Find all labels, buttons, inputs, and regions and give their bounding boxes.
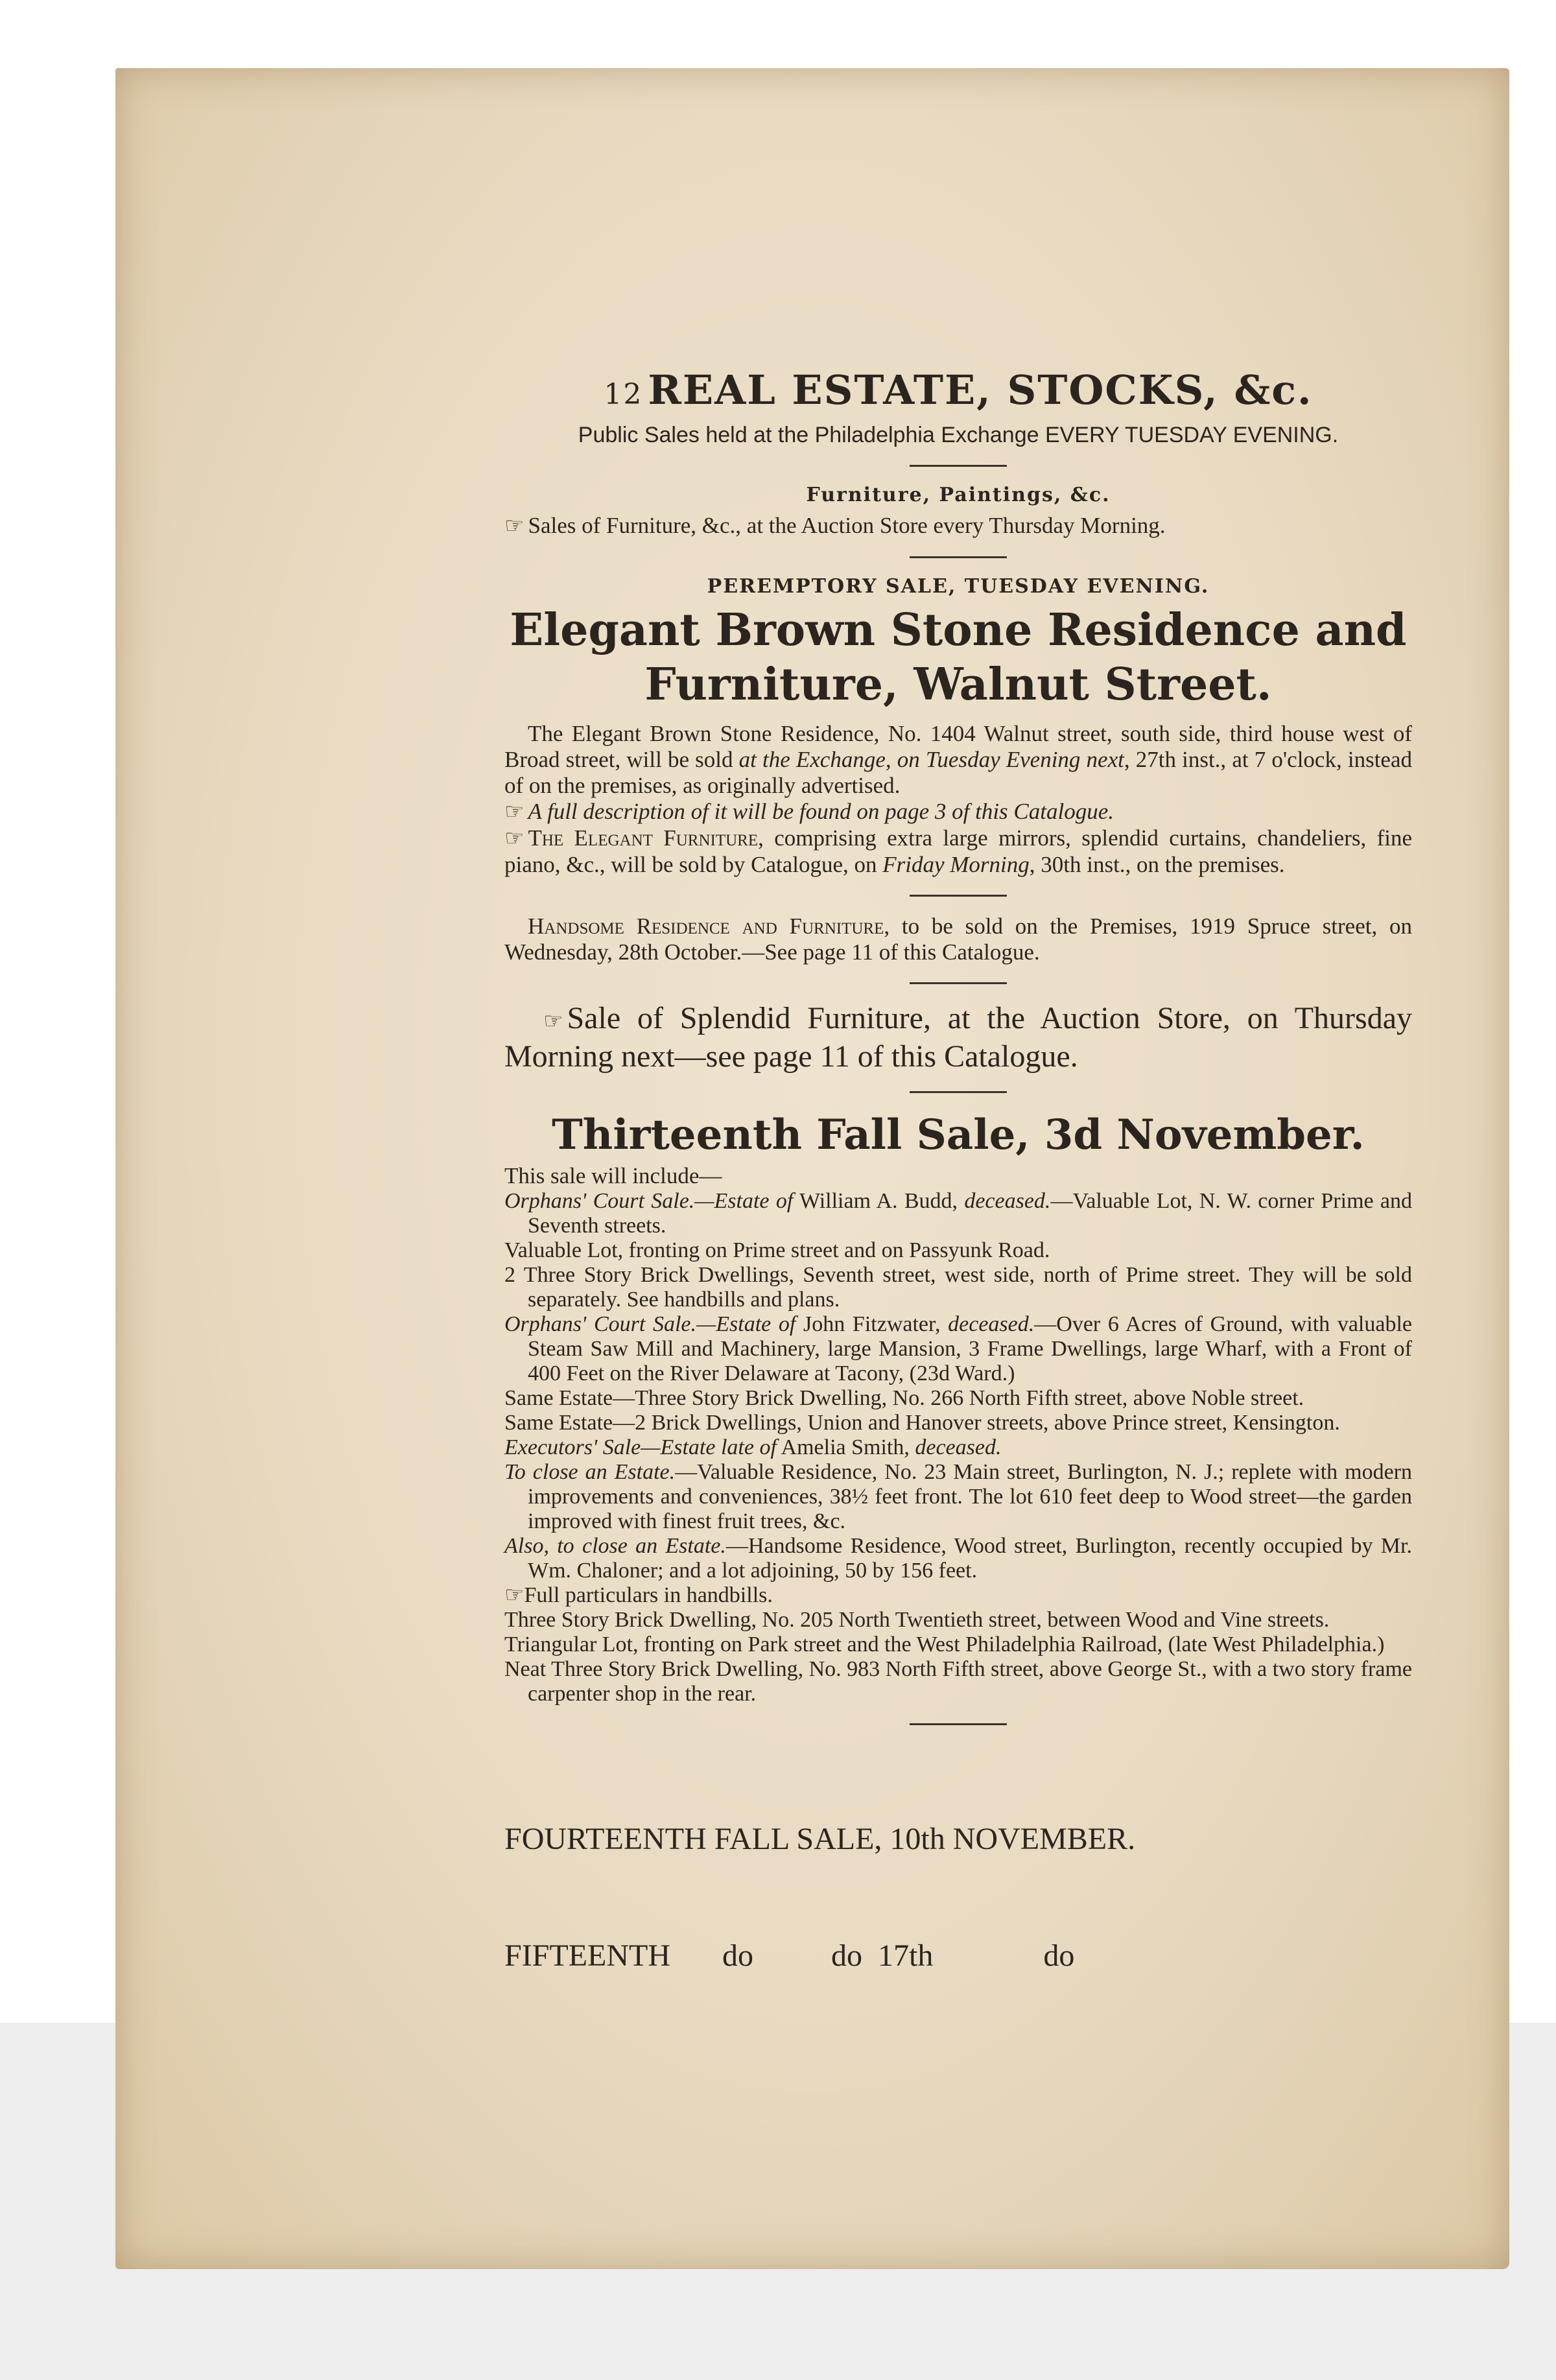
residence-title-line1: Elegant Brown Stone Residence and [510,604,1407,656]
fifteenth-sale-line [504,1937,1412,1975]
full-description-text: A full description of it will be found on page 3 of this Catalogue. [528,799,1114,824]
pointing-hand-icon: ☞ [504,514,525,538]
pointing-hand-icon: ☞ [543,1009,563,1033]
full-description-note [504,799,1412,825]
item-text: Same Estate—2 Brick Dwellings, Union and Hanover streets, above Prince street, Kensington. [504,1411,1340,1435]
item-text: Amelia Smith, [776,1435,915,1459]
item-italic: Orphans' Court Sale.—Estate of [504,1189,794,1213]
residence-title [504,603,1412,712]
list-item [504,1460,1412,1534]
elegant-furniture-note [504,825,1412,878]
item-italic: deceased. [964,1189,1051,1213]
catalogue-page [115,68,1509,2269]
ditto-mark: do [831,1938,862,1973]
handsome-residence-text: , to be sold on the Premises, 1919 Spruce street, on Wednesday, 28th October.—See page 11 of this Catalogue. [504,913,1412,965]
elegant-furniture-a: , comprising extra large mirrors, splendid curtains, chandeliers, fine piano, &c., will be sold by Catalogue, on [504,825,1412,877]
pointing-hand-icon: ☞ [504,827,525,851]
list-item [504,1583,1412,1608]
list-item [504,1411,1412,1435]
item-text: —Valuable Residence, No. 23 Main street, Burlington, N. J.; replete with modern improvements and conveniences, 38½ feet front. The lot 610 feet deep to Wood street—the garden improved with finest fruit trees, &c. [528,1460,1412,1533]
thirteenth-sale-intro: This sale will include— [504,1163,722,1188]
furniture-notice [504,513,1412,539]
thirteenth-sale-title: Thirteenth Fall Sale, 3d November. [552,1111,1365,1159]
pointing-hand-icon: ☞ [504,800,525,824]
divider [910,1723,1007,1725]
residence-description-b: at the Exchange, on Tuesday Evening next [738,747,1124,772]
peremptory-heading: PEREMPTORY SALE, TUESDAY EVENING. [707,575,1210,598]
item-text: John Fitzwater, [796,1312,949,1336]
furniture-heading: Furniture, Paintings, &c. [806,484,1111,506]
residence-title-line2: Furniture, Walnut Street. [644,659,1272,711]
list-item [504,1386,1412,1411]
list-item [504,1657,1412,1706]
ditto-mark: do [722,1938,753,1973]
page-title: REAL ESTATE, STOCKS, &c. [648,366,1313,414]
list-item [504,1608,1412,1632]
page-subtitle: Public Sales held at the Philadelphia Exchange EVERY TUESDAY EVENING. [578,423,1339,447]
item-italic: deceased. [915,1435,1002,1459]
item-text: Valuable Lot, fronting on Prime street and on Passyunk Road. [504,1238,1050,1262]
divider [910,895,1007,897]
divider [910,1091,1007,1093]
item-italic: Orphans' Court Sale.—Estate of [504,1312,796,1336]
item-text: —Over 6 Acres of Ground, with valuable Steam Saw Mill and Machinery, large Mansion, 3 Frame Dwellings, large Wharf, with a Front of 400 Feet on the River Delaware at Tacony, (23d Ward.) [528,1312,1412,1385]
list-item [504,1632,1412,1657]
list-item [504,1189,1412,1238]
item-text: 2 Three Story Brick Dwellings, Seventh street, west side, north of Prime street. They will be sold separately. See handbills and plans. [504,1263,1412,1312]
item-text: Triangular Lot, fronting on Park street and the West Philadelphia Railroad, (late West Philadelphia.) [504,1632,1385,1656]
page-number: 12 [604,378,643,411]
fifteenth-label: FIFTEENTH [504,1938,670,1973]
item-text: William A. Budd, [793,1189,965,1213]
list-item [504,1435,1412,1460]
list-item [504,1312,1412,1386]
upcoming-sales [504,1742,1412,2053]
fifteenth-date: 17th [877,1938,934,1973]
item-text: Same Estate—Three Story Brick Dwelling, No. 266 North Fifth street, above Noble street. [504,1386,1304,1410]
list-item [504,1263,1412,1312]
item-italic: To close an Estate. [504,1460,676,1484]
elegant-furniture-b: Friday Morning [882,852,1030,877]
residence-description [504,721,1412,799]
item-italic: Also, to close an Estate. [504,1534,726,1558]
residence-description-c: , 27th inst., at 7 o'clock, instead of on the premises, as originally advertised. [504,747,1412,798]
item-text: —Valuable Lot, N. W. corner Prime and Seventh streets. [528,1189,1413,1238]
item-text: —Handsome Residence, Wood street, Burlington, recently occupied by Mr. Wm. Chaloner; and a lot adjoining, 50 by 156 feet. [528,1534,1412,1583]
splendid-furniture-text: Sale of Splendid Furniture, at the Auction Store, on Thursday Morning next—see page 11 of this Catalogue. [504,1001,1412,1074]
page-content [504,366,1412,2053]
sale-items-list [504,1189,1412,1706]
divider [910,982,1007,984]
item-text: Neat Three Story Brick Dwelling, No. 983 North Fifth street, above George St., with a two story frame carpenter shop in the rear. [504,1657,1413,1706]
item-italic: deceased. [948,1312,1035,1336]
residence-description-a: The Elegant Brown Stone Residence, No. 1404 Walnut street, south side, third house west of Broad street, will be sold [504,721,1412,772]
ditto-mark: do [1043,1938,1075,1973]
elegant-furniture-c: , 30th inst., on the premises. [1029,852,1285,877]
furniture-notice-text: Sales of Furniture, &c., at the Auction Store every Thursday Morning. [528,513,1166,538]
item-text: Three Story Brick Dwelling, No. 205 North Twentieth street, between Wood and Vine streets. [504,1608,1330,1632]
handsome-residence-note [504,913,1412,965]
elegant-furniture-lead: The Elegant Furniture [528,825,759,851]
divider [910,556,1007,558]
divider [910,465,1007,467]
item-text: ☞Full particulars in handbills. [504,1583,773,1607]
list-item [504,1534,1412,1583]
handsome-residence-lead: Handsome Residence and Furniture [528,913,884,939]
list-item [504,1238,1412,1263]
splendid-furniture-note [504,1001,1412,1074]
item-italic: Executors' Sale—Estate late of [504,1435,777,1459]
fourteenth-sale-line: FOURTEENTH FALL SALE, 10th NOVEMBER. [504,1822,1136,1856]
page-header [504,366,1412,414]
